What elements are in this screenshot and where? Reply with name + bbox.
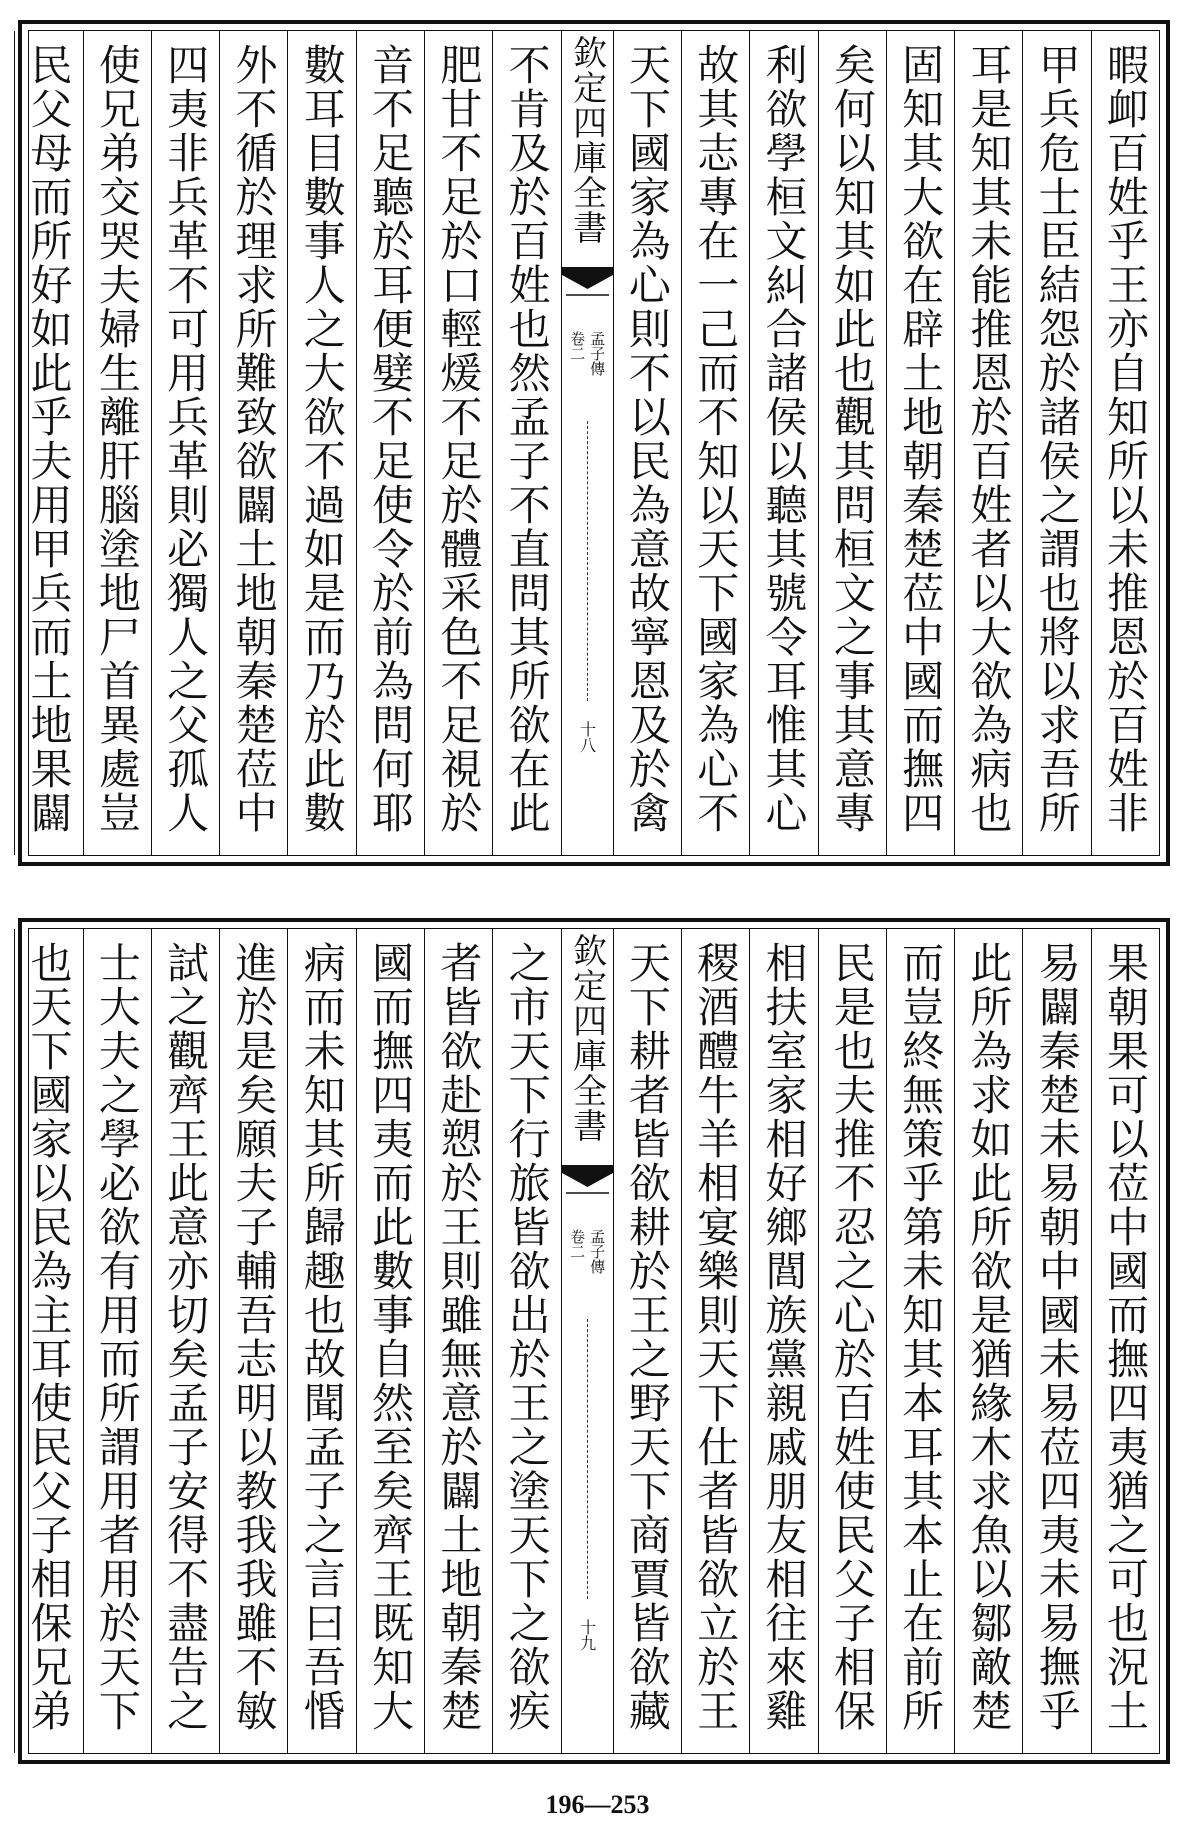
text-column: 者皆欲赴愬於王則雖無意於闢土地朝秦楚 xyxy=(424,929,492,1753)
fold-line xyxy=(587,1319,588,1599)
volume-label xyxy=(568,331,607,376)
text-column: 外不循於理求所難致欲闢土地朝秦楚莅中 xyxy=(219,31,287,855)
chapter-name: 孟子傳 xyxy=(588,1229,607,1274)
text-column: 使兄弟交哭夫婦生離肝腦塗地尸首異處豈 xyxy=(83,31,151,855)
text-column: 果朝果可以莅中國而撫四夷猶之可也況土 xyxy=(1091,929,1159,1753)
text-column: 數耳目數事人之大欲不過如是而乃於此數 xyxy=(287,31,355,855)
text-column: 四夷非兵革不可用兵革則必獨人之父孤人 xyxy=(151,31,219,855)
text-column: 肥甘不足於口輕煖不足於體采色不足視於 xyxy=(424,31,492,855)
page-frame xyxy=(24,30,1160,856)
text-column: 此所為求如此所欲是猶緣木求魚以鄒敵楚 xyxy=(954,929,1022,1753)
text-column: 稷酒醴牛羊相宴樂則天下仕者皆欲立於王 xyxy=(681,929,749,1753)
text-column: 而豈終無策乎第未知其本耳其本止在前所 xyxy=(886,929,954,1753)
text-column: 進於是矣願夫子輔吾志明以教我我雖不敏 xyxy=(219,929,287,1753)
page-top xyxy=(18,20,1170,866)
text-columns xyxy=(24,31,1159,855)
text-column: 之市天下行旅皆欲出於王之塗天下之欲疾 xyxy=(492,929,560,1753)
text-column: 不肯及於百姓也然孟子不直問其所欲在此 xyxy=(492,31,560,855)
chapter-name: 孟子傳 xyxy=(588,331,607,376)
text-column: 音不足聽於耳便嬖不足使令於前為問何耶 xyxy=(356,31,424,855)
text-column: 民父母而所好如此乎夫用甲兵而土地果闢 xyxy=(14,31,82,855)
text-column: 固知其大欲在辟土地朝秦楚莅中國而撫四 xyxy=(886,31,954,855)
page-number: 十八 xyxy=(577,721,597,753)
text-column: 易闢秦楚未易朝中國未易莅四夷未易撫乎 xyxy=(1022,929,1090,1753)
text-column: 國而撫四夷而此數事自然至矣齊王既知大 xyxy=(356,929,424,1753)
text-column: 士大夫之學必欲有用而所謂用者用於天下 xyxy=(83,929,151,1753)
text-column: 耳是知其未能推恩於百姓者以大欲為病也 xyxy=(954,31,1022,855)
page-bottom xyxy=(18,918,1170,1764)
book-title: 欽定四庫全書 xyxy=(566,933,607,1143)
text-column: 天下國家為心則不以民為意故寧恩及於禽 xyxy=(613,31,681,855)
fish-tail-icon xyxy=(562,1165,613,1205)
text-column: 天下耕者皆欲耕於王之野天下商賈皆欲藏 xyxy=(613,929,681,1753)
volume-number: 卷二 xyxy=(568,1229,587,1259)
text-columns xyxy=(24,929,1159,1753)
text-column: 相扶室家相好鄉閭族黨親戚朋友相往來雞 xyxy=(749,929,817,1753)
text-column: 暇卹百姓乎王亦自知所以未推恩於百姓非 xyxy=(1091,31,1159,855)
page-frame xyxy=(24,928,1160,1754)
text-column: 甲兵危士臣結怨於諸侯之謂也將以求吾所 xyxy=(1022,31,1090,855)
center-fold xyxy=(561,929,613,1753)
text-column: 民是也夫推不忍之心於百姓使民父子相保 xyxy=(818,929,886,1753)
text-column: 試之觀齊王此意亦切矣孟子安得不盡告之 xyxy=(151,929,219,1753)
center-fold xyxy=(561,31,613,855)
text-column: 故其志專在一己而不知以天下國家為心不 xyxy=(681,31,749,855)
volume-number: 卷二 xyxy=(568,331,587,361)
book-title: 欽定四庫全書 xyxy=(566,35,607,245)
text-column: 利欲學桓文糾合諸侯以聽其號令耳惟其心 xyxy=(749,31,817,855)
text-column: 矣何以知其如此也觀其問桓文之事其意專 xyxy=(818,31,886,855)
page-number: 十九 xyxy=(577,1619,597,1651)
fish-tail-icon xyxy=(562,267,613,307)
page-footer-number: 196—253 xyxy=(545,1790,650,1819)
text-column: 也天下國家以民為主耳使民父子相保兄弟 xyxy=(14,929,82,1753)
volume-label xyxy=(568,1229,607,1274)
text-column: 病而未知其所歸趣也故聞孟子之言曰吾惛 xyxy=(287,929,355,1753)
fold-line xyxy=(587,421,588,701)
